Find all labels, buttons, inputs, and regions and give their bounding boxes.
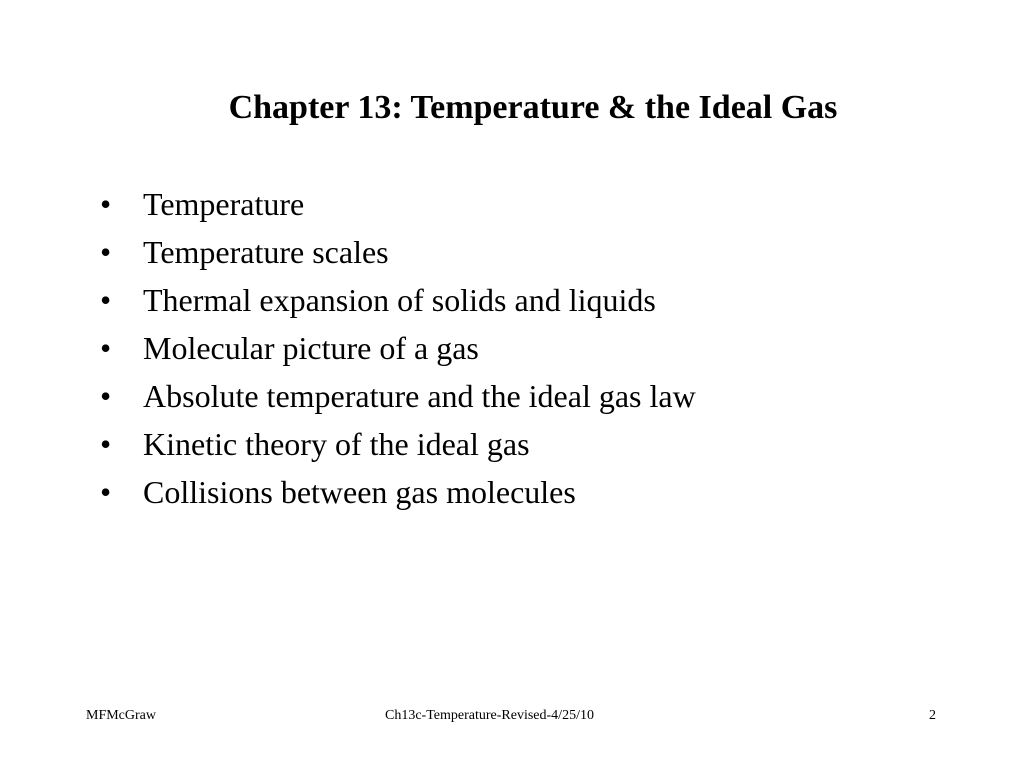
bullet-icon: • <box>100 234 112 270</box>
bullet-list <box>100 180 696 516</box>
bullet-item <box>100 324 696 372</box>
footer-page-number: 2 <box>929 708 936 723</box>
bullet-item <box>100 180 696 228</box>
bullet-text: Thermal expansion of solids and liquids <box>143 282 656 318</box>
bullet-icon: • <box>100 282 112 318</box>
bullet-icon: • <box>100 186 112 222</box>
bullet-text: Kinetic theory of the ideal gas <box>143 426 530 462</box>
bullet-item <box>100 420 696 468</box>
bullet-text: Collisions between gas molecules <box>143 474 576 510</box>
bullet-icon: • <box>100 378 112 414</box>
bullet-icon: • <box>100 474 112 510</box>
bullet-icon: • <box>100 426 112 462</box>
bullet-item <box>100 372 696 420</box>
slide-title: Chapter 13: Temperature & the Ideal Gas <box>228 89 838 126</box>
bullet-text: Absolute temperature and the ideal gas law <box>143 378 696 414</box>
footer-file-label: Ch13c-Temperature-Revised-4/25/10 <box>385 708 594 723</box>
bullet-item <box>100 276 696 324</box>
footer-author: MFMcGraw <box>86 708 156 723</box>
bullet-text: Molecular picture of a gas <box>143 330 479 366</box>
bullet-text: Temperature <box>143 186 305 222</box>
bullet-item <box>100 228 696 276</box>
bullet-icon: • <box>100 330 112 366</box>
bullet-text: Temperature scales <box>143 234 389 270</box>
bullet-item <box>100 468 696 516</box>
